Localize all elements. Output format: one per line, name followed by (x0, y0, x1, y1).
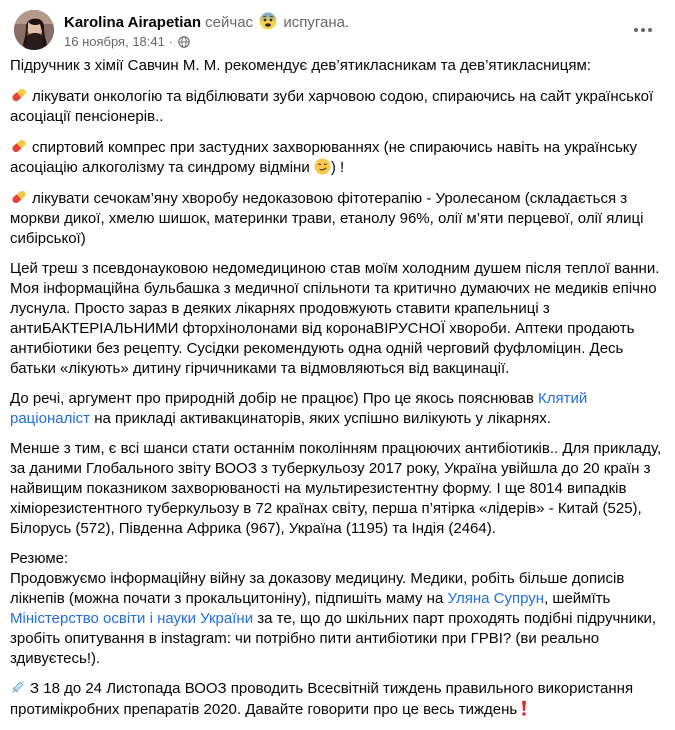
post-body (10, 56, 662, 730)
pill-emoji (10, 188, 28, 206)
more-options-button[interactable] (625, 12, 661, 48)
red-exclamation-emoji (519, 699, 529, 717)
meta-separator: · (168, 34, 173, 49)
mention-link-suprun[interactable]: Уляна Супрун (447, 590, 545, 607)
paragraph-2-end: на прикладі активакцинаторів, яких успішно вилікують у лікарнях. (90, 410, 551, 427)
resume-text-mid: , шеймїть (544, 590, 611, 607)
post-meta (64, 34, 190, 50)
mention-link-rationalist[interactable]: Клятий раціоналіст (10, 390, 588, 427)
item-2-text: спиртовий компрес при застудних захворюваннях (не спираючись навіть на українську асоціацію алкоголізму та синдрому відміни (10, 139, 638, 176)
paragraph-2-start: До речі, аргумент про природній добір не працює) Про це якось пояснював (10, 390, 538, 407)
pill-emoji (10, 137, 28, 155)
author-name[interactable]: Karolina Airapetian (64, 14, 201, 31)
smirking-face-emoji (314, 158, 331, 175)
paragraph-2 (10, 389, 662, 429)
item-2-tail: ) ! (330, 159, 345, 176)
intro-paragraph: Підручник з хімії Савчин М. М. рекомендує дев’ятикласникам та дев’ятикласницям: (10, 57, 591, 74)
final-paragraph (10, 679, 662, 720)
list-item (10, 137, 662, 178)
globe-icon[interactable] (178, 36, 190, 48)
pill-emoji (10, 86, 28, 104)
resume-paragraph (10, 549, 662, 669)
item-3-text: лікувати сечокам’яну хворобу недоказовою фітотерапію - Уролесаном (складається з моркви дикої, хмелю шишок, материнки трави, етанолу 96%, олії м’яти перцевої, олії ялиці сибірської) (10, 190, 644, 247)
syringe-emoji (10, 679, 26, 695)
post-date[interactable]: 16 ноября, 18:41 (64, 34, 165, 49)
list-item (10, 86, 662, 127)
resume-text-start: Продовжуємо інформаційну війну за доказову медицину. Медики, робіть більше дописів лікнепів (можна почати з прокальцитоніну), підпишіть маму на (10, 570, 625, 607)
post-header (12, 8, 663, 56)
avatar-photo (14, 10, 54, 50)
feeling-text: испугана. (283, 14, 350, 31)
more-options-icon (633, 27, 653, 33)
resume-text-end: за те, що до шкільних парт проходять подібні підручники, зробіть опитування в instagram: чи потрібно пити антибіотики при ГРВІ? (ви реально здивуєтесь!). (10, 610, 657, 667)
resume-title: Резюме: (10, 550, 69, 567)
fearful-face-emoji (259, 12, 277, 30)
final-text: З 18 до 24 Листопада ВООЗ проводить Всесвітній тиждень правильного використання протимікробних препаратів 2020. Давайте говорити про це весь тиждень (10, 680, 634, 718)
paragraph-1: Цей треш з псевдонауковою недомедициною став моїм холодним душем після теплої ванни. Моя інформаційна бульбашка з медичної спільноти та критично думаючих не медиків епічно луснула. Просто зараз в деяких лікарнях продовжують ставити крапельниці з антиБАКТЕРІАЛЬНИМИ фторхінолонами від коронаВІРУСНОЇ хвороби. Аптеки продають антибіотики без рецепту. Сусідки рекомендують одна одній черговий фуфломіцин. Десь батьки «лікують» дитину гірчичниками та відмовляються від вакцинації. (10, 260, 660, 377)
mention-link-ministry[interactable]: Міністерство освіти і науки України (10, 610, 254, 627)
list-item (10, 188, 662, 249)
status-time: сейчас (205, 14, 254, 31)
author-line (64, 12, 349, 33)
paragraph-3: Менше з тим, є всі шанси стати останнім поколінням працюючих антибіотиків.. Для прикладу, за даними Глобального звіту ВООЗ з туберкульозу 2017 року, Україна увійшла до 20 країн з найвищим показником захворюваності на мультирезистентну форму. І ще 8014 випадків хіміорезистентного туберкульозу в 72 країнах світу, перша п’ятірка «лідерів» - Китай (525), Білорусь (572), Південна Африка (967), Україна (1195) та Індія (2464). (10, 440, 662, 537)
avatar[interactable] (14, 10, 54, 50)
item-1-text: лікувати онкологію та відбілювати зуби харчовою содою, спираючись на сайт української асоціації пенсіонерів.. (10, 88, 654, 125)
